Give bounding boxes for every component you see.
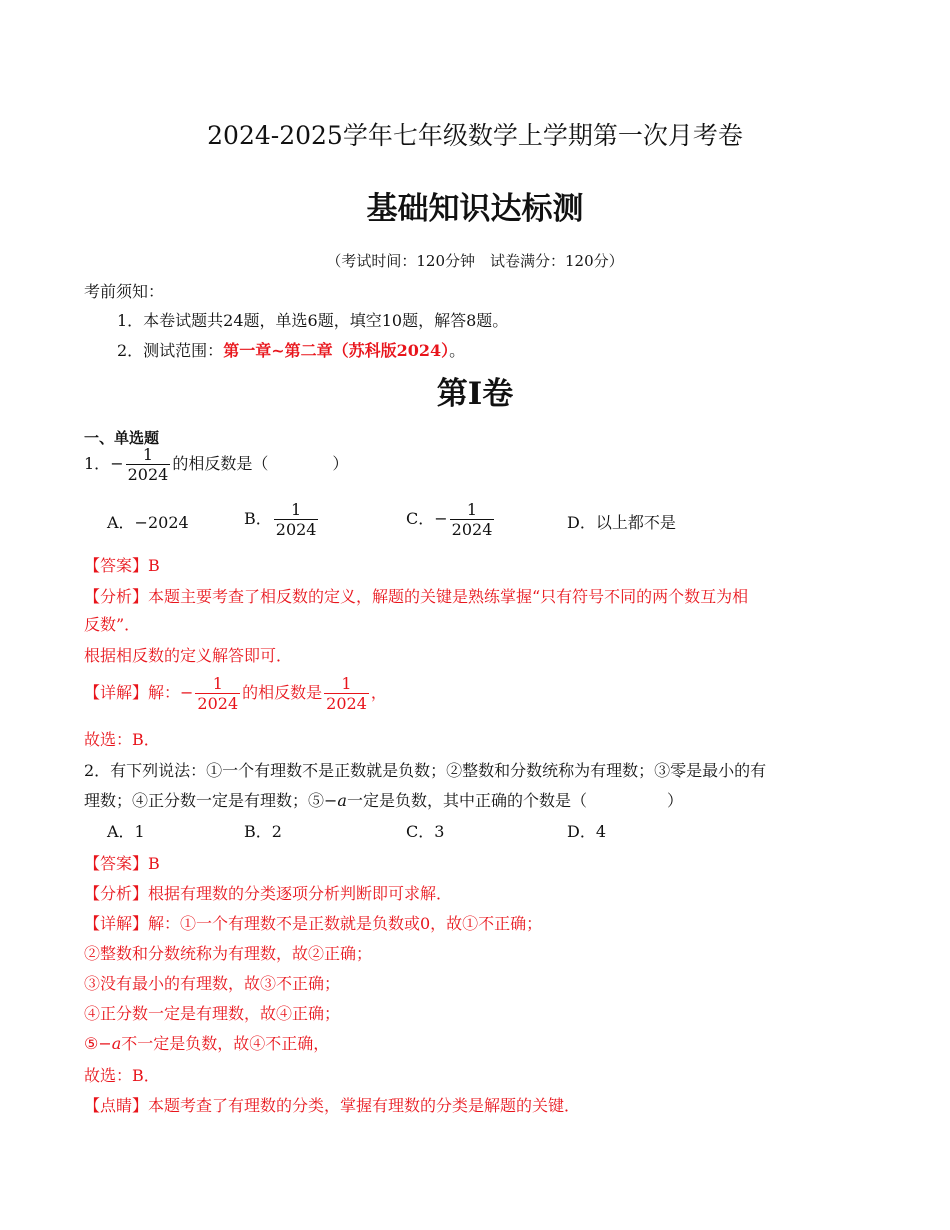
q2-detail-line-2: ②整数和分数统称为有理数，故②正确； xyxy=(84,944,373,963)
q1-detail-num-1: 1 xyxy=(212,674,223,693)
section-title: 第Ⅰ卷 xyxy=(436,376,514,412)
q1-analysis-line-3: 根据相反数的定义解答即可． xyxy=(84,646,293,665)
notice-item-2-prefix: 2．测试范围： xyxy=(117,341,224,360)
q2-option-a: A．1 xyxy=(107,822,145,841)
part-heading: 一、单选题 xyxy=(84,429,160,447)
q2-answer: 【答案】B xyxy=(84,854,160,873)
q1-detail-fraction-2 xyxy=(324,674,369,713)
q1-analysis-line-1: 【分析】本题主要考查了相反数的定义，解题的关键是熟练掌握“只有符号不同的两个数互为相 xyxy=(84,587,749,606)
q1-option-b-fraction xyxy=(274,500,319,539)
q1-answer: 【答案】B xyxy=(84,556,160,575)
q2-stem-line-1: 2．有下列说法：①一个有理数不是正数就是负数；②整数和分数统称为有理数；③零是最小的有 xyxy=(84,761,767,780)
q1-option-b-label: B． xyxy=(244,509,272,528)
q1-stem-suffix: 的相反数是（ ） xyxy=(172,454,349,473)
q1-fraction xyxy=(126,445,171,484)
q1-detail-prefix: 【详解】解：− xyxy=(84,683,194,702)
notice-item-2 xyxy=(117,340,465,362)
q2-option-c: C．3 xyxy=(406,822,445,841)
q1-option-c-label: C．− xyxy=(406,509,448,528)
exam-meta: （考试时间：120分钟 试卷满分：120分） xyxy=(326,252,624,270)
q2-variable-a: a xyxy=(337,791,347,810)
q1-option-d: D．以上都不是 xyxy=(567,513,676,532)
q2-detail-5-a: ⑤− xyxy=(84,1034,112,1053)
q1-detail-num-2: 1 xyxy=(341,674,352,693)
q2-analysis: 【分析】根据有理数的分类逐项分析判断即可求解． xyxy=(84,884,453,903)
q2-detail-line-5 xyxy=(84,1033,329,1055)
q2-detail-line-1: 【详解】解：①一个有理数不是正数就是负数或0，故①不正确； xyxy=(84,914,543,933)
q1-detail-den-1: 2024 xyxy=(197,694,239,713)
q1-frac-den: 2024 xyxy=(127,465,169,484)
notice-heading: 考前须知： xyxy=(84,282,165,301)
q1-option-c-den: 2024 xyxy=(451,520,493,539)
q2-detail-line-3: ③没有最小的有理数，故③不正确； xyxy=(84,974,341,993)
q1-detail-end: ， xyxy=(370,683,387,702)
q1-option-c-num: 1 xyxy=(466,500,478,519)
notice-item-1: 1．本卷试题共24题，单选6题，填空10题，解答8题。 xyxy=(117,311,509,330)
q1-option-b-den: 2024 xyxy=(275,520,317,539)
q2-stem-line-2-a: 理数；④正分数一定是有理数；⑤− xyxy=(84,791,338,810)
q2-stem-line-2-b: 一定是负数，其中正确的个数是（ ） xyxy=(346,791,683,810)
q1-number: 1． xyxy=(84,454,111,473)
q2-detail-variable-a: a xyxy=(111,1034,122,1053)
q2-comment: 【点睛】本题考查了有理数的分类，掌握有理数的分类是解题的关键． xyxy=(84,1096,581,1115)
q2-detail-5-b: 不一定是负数，故④不正确， xyxy=(121,1034,330,1053)
q1-option-b-num: 1 xyxy=(291,500,302,519)
notice-test-range: 第一章~第二章（苏科版2024） xyxy=(223,341,450,360)
q1-option-c-fraction xyxy=(450,500,495,539)
q1-detail-fraction-1 xyxy=(195,674,240,713)
q1-detail-mid: 的相反数是 xyxy=(242,683,323,702)
q1-detail-den-2: 2024 xyxy=(326,694,367,713)
q1-conclusion: 故选：B． xyxy=(84,730,160,749)
q2-option-b: B．2 xyxy=(244,822,282,841)
q1-stem xyxy=(84,445,348,484)
notice-item-2-suffix: 。 xyxy=(449,341,466,360)
q1-minus: − xyxy=(110,454,124,473)
q2-stem-line-2 xyxy=(84,790,683,812)
exam-subtitle: 基础知识达标测 xyxy=(366,191,584,227)
q2-option-d: D．4 xyxy=(567,822,607,841)
q1-detail xyxy=(84,674,387,713)
q2-detail-line-4: ④正分数一定是有理数，故④正确； xyxy=(84,1004,341,1023)
exam-title: 2024-2025学年七年级数学上学期第一次月考卷 xyxy=(207,121,743,150)
q1-frac-num: 1 xyxy=(142,445,154,464)
q2-conclusion: 故选：B． xyxy=(84,1066,160,1085)
q1-option-c xyxy=(406,500,496,539)
q1-option-a: A．−2024 xyxy=(107,513,189,532)
q1-analysis-line-2: 反数”． xyxy=(84,615,141,634)
q1-option-b xyxy=(244,500,320,539)
